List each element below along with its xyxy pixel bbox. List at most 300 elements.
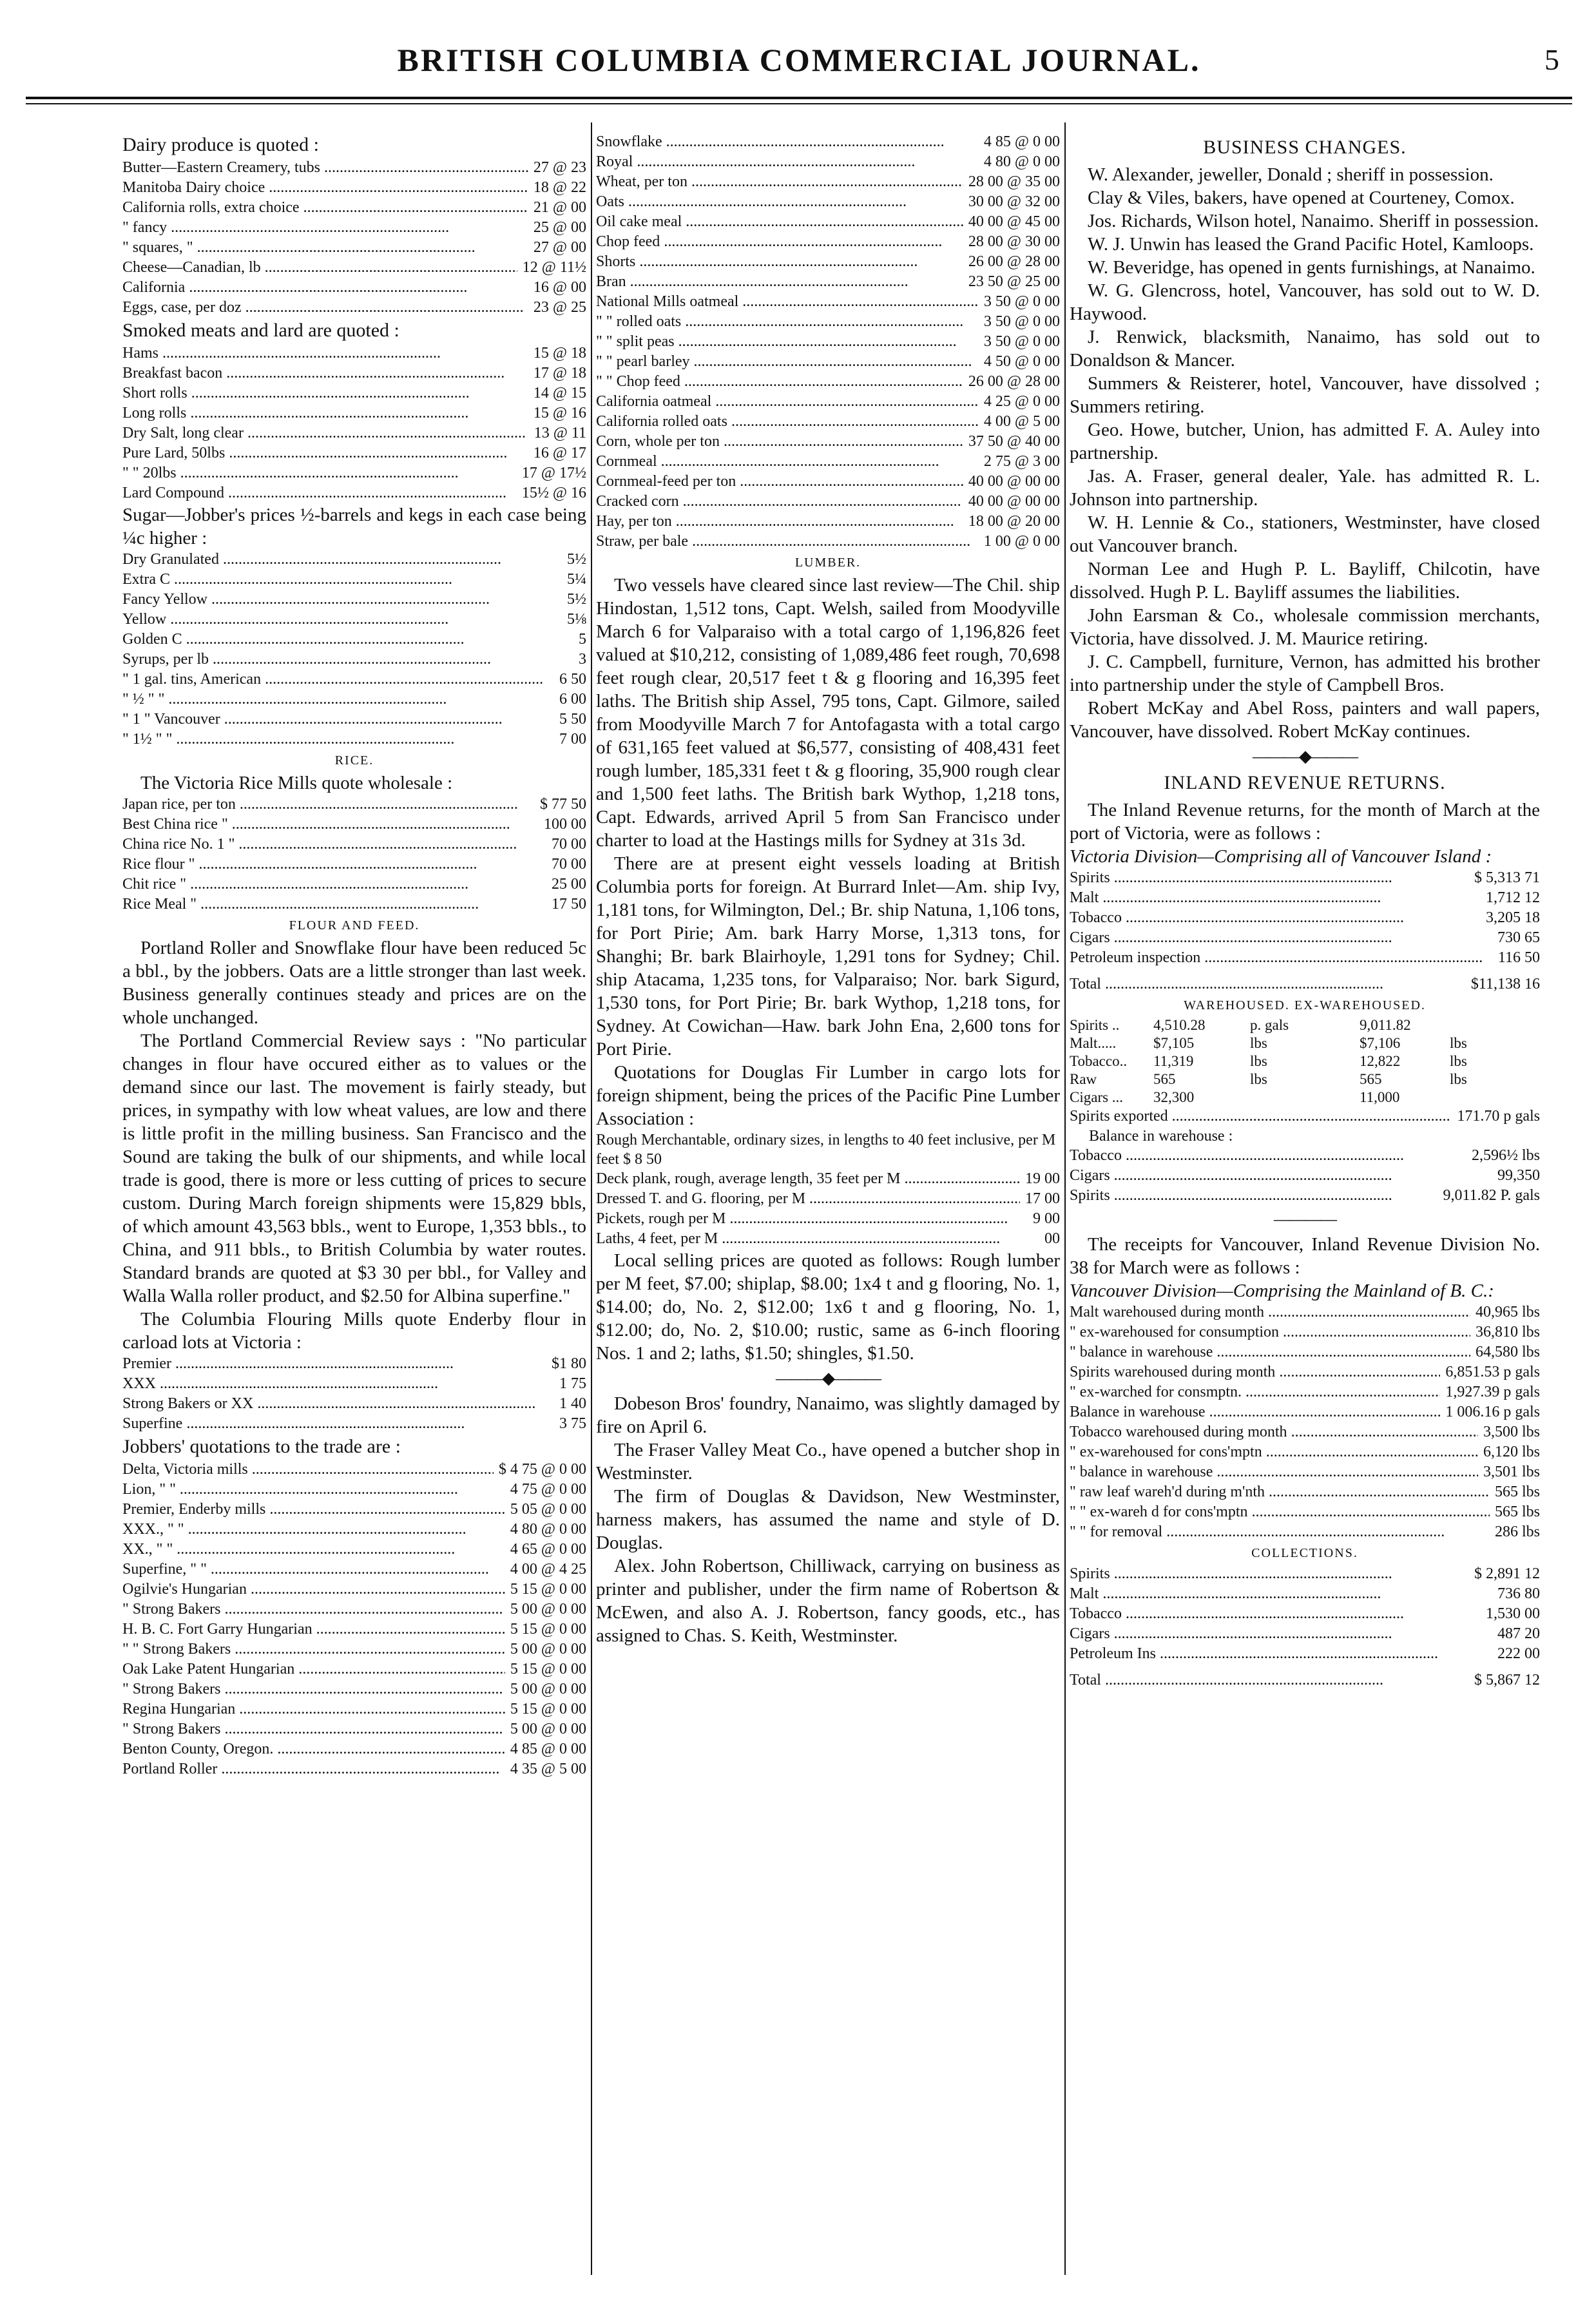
row-label: Cornmeal ..... [596,452,939,472]
price-row [596,472,1060,492]
row-label: Snowflake ..... [596,132,945,152]
row-value: 3,205 18 [1486,909,1540,926]
row-value: 3,500 lbs [1483,1424,1540,1440]
row-label: " Strong Bakers ..... [122,1600,503,1620]
row-label: Lion, " " ..... [122,1480,458,1500]
balance-list [1070,1146,1540,1206]
price-row [122,1739,586,1759]
row-label: Spirits warehoused during month ..... [1070,1362,1440,1382]
ornament-divider: ———◆——— [776,1369,880,1388]
price-row [1070,1342,1540,1362]
price-row [122,258,586,278]
row-label: Benton County, Oregon. ..... [122,1739,505,1759]
price-row [122,298,586,318]
price-row [596,352,1060,372]
row-label: Hay, per ton ..... [596,512,954,532]
row-value: 28 00 @ 30 00 [968,233,1060,250]
price-row [596,1209,1060,1229]
price-row [122,1659,586,1679]
row-label: Golden C ..... [122,630,465,650]
row-value: 14 @ 15 [533,385,586,401]
warehouse-cell: $7,105 [1153,1035,1195,1051]
warehouse-cell: 32,300 [1153,1089,1195,1105]
journal-title: BRITISH COLUMBIA COMMERCIAL JOURNAL. [397,42,1201,78]
row-value: 222 00 [1497,1645,1540,1662]
row-label: Spirits ..... [1070,1564,1392,1584]
warehouse-cell: 9,011.82 [1360,1017,1411,1033]
row-label: Tobacco ..... [1070,1146,1404,1166]
row-value: 116 50 [1497,949,1540,966]
row-label: Syrups, per lb ..... [122,650,491,670]
business-change-item: Jas. A. Fraser, general dealer, Yale. has admitted R. L. Johnson into partnership. [1070,466,1540,510]
enderby-intro: The Columbia Flouring Mills quote Enderby flour in carload lots at Victoria : [122,1309,586,1353]
row-value: 9,011.82 P. gals [1443,1187,1540,1204]
price-row [122,815,586,835]
row-value: 5 00 @ 0 00 [510,1681,586,1697]
masthead [26,31,1572,102]
row-value: 37 50 @ 40 00 [968,433,1060,450]
row-label: Balance in warehouse ..... [1070,1402,1440,1422]
rice-intro: The Victoria Rice Mills quote wholesale : [140,773,453,793]
price-row [122,550,586,570]
price-row [122,198,586,218]
price-row [122,670,586,690]
price-row [122,443,586,463]
row-label: " balance in warehouse ..... [1070,1342,1470,1362]
warehouse-table [1070,1016,1540,1107]
row-label: " " Chop feed ..... [596,372,963,392]
price-row [596,512,1060,532]
row-label: California oatmeal ..... [596,392,979,412]
row-value: 5 00 @ 0 00 [510,1601,586,1618]
row-value: 36,810 lbs [1475,1324,1540,1340]
dairy-title: Dairy produce is quoted : [122,134,319,155]
row-label: " ex-warehoused for consumption ..... [1070,1322,1470,1342]
news-item: Dobeson Bros' foundry, Nanaimo, was slightly damaged by fire on April 6. [596,1393,1060,1437]
row-label: Long rolls ..... [122,403,468,423]
business-changes-heading: BUSINESS CHANGES. [1203,137,1407,158]
row-value: 17 @ 18 [533,365,586,382]
price-row [122,1394,586,1414]
column-1 [122,132,586,1779]
row-label: Cigars ..... [1070,1624,1392,1644]
row-value: 565 lbs [1494,1484,1540,1500]
price-row [596,312,1060,332]
row-label: " " split peas ..... [596,332,957,352]
row-value: 2 75 @ 3 00 [983,453,1060,470]
row-value: 5½ [567,591,586,608]
row-value: 4 00 @ 5 00 [983,413,1060,430]
row-label: Best China rice " ..... [122,815,510,835]
row-label: Royal ..... [596,152,915,172]
row-label: " " for removal ..... [1070,1522,1445,1542]
business-change-item: J. C. Campbell, furniture, Vernon, has admitted his brother into partnership under the style of Campbell Bros. [1070,652,1540,695]
row-value: 64,580 lbs [1475,1344,1540,1360]
row-label: " " pearl barley ..... [596,352,972,372]
price-row [596,252,1060,272]
price-row [122,178,586,198]
price-row [122,483,586,503]
row-value: 12 @ 11½ [522,259,586,276]
row-value: 1 006.16 p gals [1445,1404,1540,1420]
price-row [122,238,586,258]
row-value: 15 @ 18 [533,345,586,362]
vancouver-division: Vancouver Division—Comprising the Mainland of B. C.: [1070,1281,1494,1301]
row-value: 730 65 [1497,929,1540,946]
business-change-item: W. Beveridge, has opened in gents furnishings, at Nanaimo. [1088,257,1535,278]
row-value: 4 85 @ 0 00 [510,1741,586,1757]
price-row [1070,1462,1540,1482]
row-value: 4 65 @ 0 00 [510,1541,586,1558]
row-value: 21 @ 00 [533,199,586,216]
row-value: 4 75 @ 0 00 [510,1481,586,1498]
row-value: 26 00 @ 28 00 [968,253,1060,270]
warehouse-cell: lbs [1250,1071,1267,1087]
price-row [1070,1402,1540,1422]
row-value: 4 80 @ 0 00 [510,1521,586,1538]
row-value: 1 00 @ 0 00 [983,533,1060,550]
row-label: Malt warehoused during month ..... [1070,1302,1470,1322]
row-label: Chop feed ..... [596,232,942,252]
row-value: 1,712 12 [1486,889,1540,906]
row-value: 70 00 [552,856,586,873]
row-value: 27 @ 00 [533,239,586,256]
price-row [596,232,1060,252]
price-row [596,1189,1060,1209]
price-row [1070,908,1540,928]
row-value: 25 @ 00 [533,219,586,236]
price-row [122,363,586,383]
row-label: Dressed T. and G. flooring, per M ..... [596,1189,1020,1209]
price-row [596,292,1060,312]
row-label: Tobacco warehoused during month ..... [1070,1422,1478,1442]
warehouse-cell: 11,319 [1153,1053,1194,1069]
row-label: Regina Hungarian ..... [122,1699,505,1719]
row-value: 5 [579,631,586,648]
row-label: Malt ..... [1070,888,1381,908]
row-label: Pickets, rough per M ..... [596,1209,1008,1229]
row-label: Wheat, per ton ..... [596,172,963,192]
row-label: XXX ..... [122,1374,438,1394]
row-label: Delta, Victoria mills ..... [122,1460,494,1480]
business-change-item: W. G. Glencross, hotel, Vancouver, has sold out to W. D. Haywood. [1070,280,1540,324]
jobbers-title: Jobbers' quotations to the trade are : [122,1436,401,1457]
row-label: Rice flour " ..... [122,855,477,875]
collections-list [1070,1564,1540,1664]
column-divider [1064,122,1066,2275]
row-label: Manitoba Dairy choice ..... [122,178,528,198]
row-value: 15½ @ 16 [521,485,586,501]
price-row [596,372,1060,392]
balance-title: Balance in warehouse : [1089,1128,1233,1145]
row-label: Pure Lard, 50lbs ..... [122,443,507,463]
row-value: 17 50 [552,896,586,913]
news-item: Alex. John Robertson, Chilliwack, carrying on business as printer and publisher, under the firm name of Robertson & McEwen, and also A. J. Robertson, fancy goods, etc., has assigned to Chas. S. Keith, Westminster. [596,1556,1060,1646]
price-row [122,1699,586,1719]
warehouse-cell: Malt..... [1070,1035,1117,1051]
column-2 [596,132,1060,1647]
row-label: " Strong Bakers ..... [122,1679,503,1699]
price-row [596,532,1060,552]
price-row [596,1229,1060,1249]
price-row [596,272,1060,292]
jobbers-list [122,1460,586,1779]
price-row [122,1560,586,1580]
row-value: 5 50 [559,711,586,728]
row-label: Oil cake meal ..... [596,212,963,232]
row-value: 1 40 [559,1395,586,1412]
row-value: 5 15 @ 0 00 [510,1621,586,1638]
price-row [122,403,586,423]
fir-deck-label: Deck plank, rough, average length, 35 feet per M ..... [596,1169,1020,1189]
price-row [122,1460,586,1480]
row-label: XXX., " " ..... [122,1520,466,1540]
row-label: Shorts ..... [596,252,918,272]
row-label: XX., " " ..... [122,1540,455,1560]
price-row [122,1759,586,1779]
price-row [122,1580,586,1600]
price-row [1070,1584,1540,1604]
header-rule-thin [26,103,1572,104]
row-value: $ 77 50 [540,796,586,813]
row-value: 3 [579,651,586,668]
business-change-item: John Earsman & Co., wholesale commission merchants, Victoria, have dissolved. J. M. Maurice retiring. [1070,605,1540,649]
row-label: Fancy Yellow ..... [122,590,490,610]
price-row [122,1600,586,1620]
warehouse-cell: 4,510.28 [1153,1017,1206,1033]
rice-list [122,795,586,914]
price-row [1070,1502,1540,1522]
business-change-item: Robert McKay and Abel Ross, painters and wall papers, Vancouver, have dissolved. Robert McKay continues. [1070,698,1540,742]
row-label: " squares, " ..... [122,238,476,258]
row-value: 5¼ [567,571,586,588]
row-label: Hams ..... [122,343,441,363]
row-label: Dry Salt, long clear ..... [122,423,526,443]
warehouse-cell: 565 [1153,1071,1176,1087]
row-label: Laths, 4 feet, per M ..... [596,1229,1000,1249]
business-change-item: W. Alexander, jeweller, Donald ; sheriff in possession. [1088,164,1494,185]
row-label: Corn, whole per ton ..... [596,432,963,452]
price-row [1070,1624,1540,1644]
price-row [122,795,586,815]
row-label: " raw leaf wareh'd during m'nth ..... [1070,1482,1490,1502]
row-value: 18 00 @ 20 00 [968,513,1060,530]
row-label: Ogilvie's Hungarian ..... [122,1580,505,1600]
row-label: Oak Lake Patent Hungarian ..... [122,1659,505,1679]
row-value: 4 00 @ 4 25 [510,1561,586,1578]
row-value: 16 @ 17 [533,445,586,461]
fir-deck-value: 19 00 [1025,1170,1060,1187]
row-label: Extra C ..... [122,570,452,590]
row-label: Premier, Enderby mills ..... [122,1500,505,1520]
flour-heading: FLOUR AND FEED. [289,918,420,933]
warehouse-cell: 565 [1360,1071,1382,1087]
row-label: " ½ " " ..... [122,690,447,710]
lumber-heading: LUMBER. [794,556,861,570]
row-value: 100 00 [544,816,586,833]
row-value: 3 50 @ 0 00 [983,293,1060,310]
price-row [122,690,586,710]
row-value: 4 25 @ 0 00 [983,393,1060,410]
vancouver-intro: The receipts for Vancouver, Inland Revenue Division No. 38 for March were as follows : [1070,1234,1540,1278]
price-row [1070,928,1540,948]
warehouse-cell [1450,1088,1488,1107]
price-row [596,412,1060,432]
inland-revenue-intro: The Inland Revenue returns, for the month of March at the port of Victoria, were as follows : [1070,800,1540,844]
news-item: The Fraser Valley Meat Co., have opened a butcher shop in Westminster. [596,1440,1060,1484]
price-row [1070,1564,1540,1584]
price-row [596,132,1060,152]
row-label: Cornmeal-feed per ton ..... [596,472,963,492]
price-row [596,152,1060,172]
warehouse-heading: WAREHOUSED. EX-WAREHOUSED. [1184,998,1426,1012]
row-label: Portland Roller ..... [122,1759,499,1779]
business-change-item: Jos. Richards, Wilson hotel, Nanaimo. Sheriff in possession. [1088,211,1539,231]
warehouse-cell: Cigars ... [1070,1089,1124,1105]
price-row [122,570,586,590]
flour-review-quote: The Portland Commercial Review says : "No particular changes in flour have occured either as to values or the demand since our last. The movement is fairly steady, but prices, in sympathy with low wheat values, are low and there is little profit in the milling business. San Francisco and the Sound are taking the bulk of our shipments, and while local trade is good, there is more or less cutting of prices to secure custom. During March foreign shipments were 15,829 bbls, of which amount 43,563 bbls., went to Europe, 1,353 bbls., to China, and 911 bbls., to British Columbia by water routes. Standard brands are quoted at $3 30 per bbl., for Valley and Walla Walla roller product, and $2.50 for Albina superfine." [122,1030,586,1306]
flour-paragraph: Portland Roller and Snowflake flour have been reduced 5c a bbl., by the jobbers. Oats are a little stronger than last week. Business generally continues steady and prices are on the whole unchanged. [122,938,586,1028]
business-change-item: J. Renwick, blacksmith, Nanaimo, has sold out to Donaldson & Mancer. [1070,327,1540,371]
fir-deck-row [596,1169,1060,1189]
price-row [122,875,586,895]
row-value: 17 @ 17½ [521,465,586,481]
price-row [1070,888,1540,908]
row-label: Strong Bakers or XX ..... [122,1394,535,1414]
row-value: 40,965 lbs [1475,1304,1540,1320]
price-row [596,452,1060,472]
victoria-total-label: Total ..... [1070,974,1383,994]
row-value: 2,596½ lbs [1471,1147,1540,1164]
row-label: Spirits ..... [1070,1186,1392,1206]
price-row [596,332,1060,352]
price-row [596,212,1060,232]
price-row [596,492,1060,512]
price-row [596,192,1060,212]
news-item: The firm of Douglas & Davidson, New Westminster, harness makers, has assumed the name and style of D. Douglas. [596,1486,1060,1553]
price-row [1070,1422,1540,1442]
row-label: " " ex-wareh d for cons'mptn ..... [1070,1502,1490,1522]
row-value: 5 00 @ 0 00 [510,1721,586,1737]
row-label: H. B. C. Fort Garry Hungarian ..... [122,1620,505,1639]
spirits-exported-row [1070,1107,1540,1127]
business-change-item: Summers & Reisterer, hotel, Vancouver, have dissolved ; Summers retiring. [1070,373,1540,417]
warehouse-cell: Tobacco.. [1070,1053,1128,1069]
sugar-list [122,550,586,750]
warehouse-cell: lbs [1450,1071,1467,1087]
collections-heading: COLLECTIONS. [1251,1546,1358,1560]
row-value: 40 00 @ 00 00 [968,473,1060,490]
row-label: Oats ..... [596,192,907,212]
row-value: 5 00 @ 0 00 [510,1641,586,1658]
warehouse-cell [1450,1016,1488,1034]
price-row [1070,948,1540,968]
row-label: Bran ..... [596,272,909,292]
price-row [122,710,586,730]
row-label: Yellow ..... [122,610,448,630]
column-divider [591,122,592,2275]
price-row [122,590,586,610]
price-row [1070,1482,1540,1502]
column-3 [1070,132,1540,1690]
row-value: 25 00 [552,876,586,893]
row-value: 30 00 @ 32 00 [968,193,1060,210]
row-label: China rice No. 1 " ..... [122,835,517,855]
price-row [122,835,586,855]
business-change-item: Norman Lee and Hugh P. L. Bayliff, Chilcotin, have dissolved. Hugh P. L. Bayliff assumes the liabilities. [1070,559,1540,603]
price-row [122,1679,586,1699]
collections-total-value: $ 5,867 12 [1474,1672,1540,1688]
price-row [122,650,586,670]
price-row [122,1540,586,1560]
row-value: 23 @ 25 [533,299,586,316]
row-value: 5⅛ [567,611,586,628]
row-label: Tobacco ..... [1070,908,1404,928]
row-value: 5½ [567,551,586,568]
price-row [122,158,586,178]
price-row [122,730,586,750]
price-row [122,463,586,483]
row-value: 3,501 lbs [1483,1464,1540,1480]
price-row [122,423,586,443]
row-value: 99,350 [1497,1167,1540,1184]
row-label: Breakfast bacon ..... [122,363,505,383]
row-value: $ 2,891 12 [1474,1565,1540,1582]
row-label: Superfine, " " ..... [122,1560,489,1580]
inland-revenue-heading: INLAND REVENUE RETURNS. [1164,772,1446,793]
price-row [1070,1166,1540,1186]
business-change-item: Clay & Viles, bakers, have opened at Courteney, Comox. [1088,188,1515,208]
row-value: 3 75 [559,1415,586,1432]
row-label: California rolls, extra choice ..... [122,198,528,218]
row-label: Butter—Eastern Creamery, tubs ..... [122,158,528,178]
row-value: 6,120 lbs [1483,1444,1540,1460]
price-row [122,895,586,914]
business-change-item: W. H. Lennie & Co., stationers, Westminster, have closed out Vancouver branch. [1070,512,1540,556]
local-prices-paragraph: Local selling prices are quoted as follows: Rough lumber per M feet, $7.00; shiplap, $8.00; 1x4 t and g flooring, No. 1, $14.00; do, No. 2, $12.00; 1x6 t and g flooring, No. 1, $12.00; do, No. 2, $10.00; rustic, same as 6-inch flooring Nos. 1 and 2; laths, $1.50; shingles, $1.50. [596,1250,1060,1364]
price-row [122,1639,586,1659]
row-label: Rice Meal " ..... [122,895,479,914]
feed-list [596,132,1060,552]
row-value: 3 50 @ 0 00 [983,313,1060,330]
row-label: Eggs, case, per doz ..... [122,298,524,318]
row-label: Petroleum Ins ..... [1070,1644,1438,1664]
price-row [122,1500,586,1520]
row-label: National Mills oatmeal ..... [596,292,979,312]
lumber-vessels-paragraph: There are at present eight vessels loading at British Columbia ports for foreign. At Burrard Inlet—Am. ship Ivy, 1,181 tons, for Wilmington, Del.; Br. ship Natuna, 1,106 tons, for Port Pirie; Am. bark Harry Morse, 1,313 tons, for Shanghi; Br. bark Blairhoyle, 1,291 tons for Sydney; Chil. ship Atacama, 1,235 tons, for Valparaiso; Nor. bark Sigurd, 1,530 tons, for Port Pirie; Br. bark Wythop, 1,218 tons, for Sydney. At Cowichan—Haw. bark John Ena, 2,600 tons for Port Pirie. [596,853,1060,1059]
row-value: 4 35 @ 5 00 [510,1761,586,1777]
spirits-exported-value: 171.70 p gals [1457,1108,1540,1125]
price-row [122,1719,586,1739]
row-value: 16 @ 00 [533,279,586,296]
row-value: 23 50 @ 25 00 [968,273,1060,290]
fir-quotations-intro: Quotations for Douglas Fir Lumber in cargo lots for foreign shipment, being the prices of the Pacific Pine Lumber Association : [596,1062,1060,1129]
row-value: 7 00 [559,731,586,748]
price-row [1070,1442,1540,1462]
price-row [1070,1322,1540,1342]
row-label: Short rolls ..... [122,383,470,403]
row-value: 4 80 @ 0 00 [983,153,1060,170]
row-value: 17 00 [1025,1190,1060,1207]
price-row [122,1354,586,1374]
price-row [122,1480,586,1500]
row-label: Spirits ..... [1070,868,1392,888]
warehouse-cell [1250,1088,1360,1107]
row-value: 6,851.53 p gals [1445,1364,1540,1380]
row-label: " ex-warched for consmptn. ..... [1070,1382,1440,1402]
ornament-divider: ———— [1274,1210,1336,1228]
row-label: " 1½ " " ..... [122,730,454,750]
